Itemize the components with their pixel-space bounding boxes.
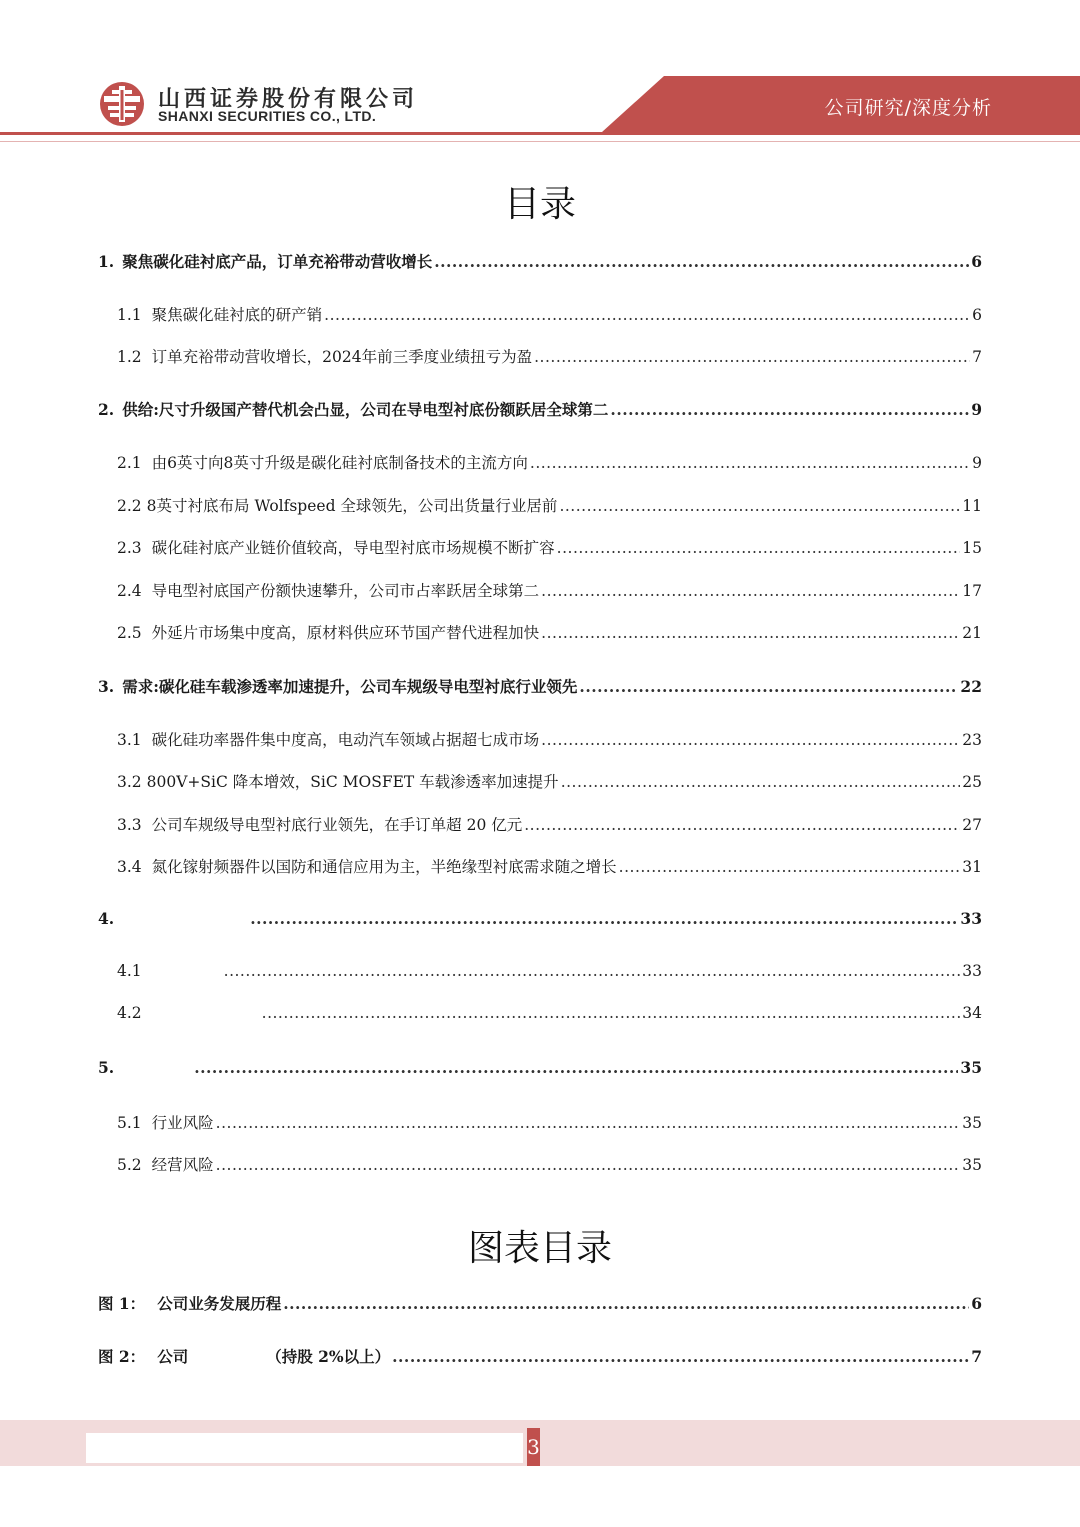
toc-entry-1-2[interactable] xyxy=(117,345,982,367)
toc-entry-2-4[interactable] xyxy=(117,579,982,601)
footer-blank-panel xyxy=(86,1433,523,1463)
toc-entry-number: 1. xyxy=(98,252,115,271)
figure-entry-text: 公司 xyxy=(157,1347,189,1366)
toc-entry-page: 34 xyxy=(962,1004,982,1022)
toc-entry-page: 7 xyxy=(972,348,982,366)
toc-leader-dots xyxy=(534,348,970,366)
company-logo-icon xyxy=(96,80,148,128)
toc-entry-number: 2.2 xyxy=(117,497,142,515)
toc-leader-dots xyxy=(392,1347,969,1366)
toc-leader-dots xyxy=(541,624,960,642)
toc-entry-text: 供给:尺寸升级国产替代机会凸显，公司在导电型衬底份额跃居全球第二 xyxy=(122,400,609,419)
toc-entry-page: 33 xyxy=(962,962,982,980)
toc-entry-number: 5.2 xyxy=(117,1156,142,1174)
toc-entry-number: 5. xyxy=(98,1058,115,1077)
toc-entry-page: 22 xyxy=(960,677,982,696)
toc-entry-number: 2. xyxy=(98,400,115,419)
toc-entry-3-3[interactable] xyxy=(117,813,982,835)
toc-leader-dots xyxy=(541,582,960,600)
toc-entry-4-2[interactable] xyxy=(117,1004,982,1022)
toc-entry-text: 聚焦碳化硅衬底产品，订单充裕带动营收增长 xyxy=(122,252,433,271)
toc-entry-5-2[interactable] xyxy=(117,1153,982,1175)
figure-label: 图 2： xyxy=(98,1347,146,1366)
toc-leader-dots xyxy=(194,1058,958,1077)
toc-entry-5-1[interactable] xyxy=(117,1111,982,1133)
toc-entry-page: 6 xyxy=(971,252,982,271)
toc-entry-text: 由6英寸向8英寸升级是碳化硅衬底制备技术的主流方向 xyxy=(151,454,528,472)
toc-entry-text: 氮化镓射频器件以国防和通信应用为主，半绝缘型衬底需求随之增长 xyxy=(151,858,617,876)
toc-entry-page: 9 xyxy=(971,400,982,419)
toc-entry-text: 需求:碳化硅车载渗透率加速提升，公司车规级导电型衬底行业领先 xyxy=(122,677,578,696)
toc-entry-text: 行业风险 xyxy=(151,1114,214,1132)
toc-entry-3-4[interactable] xyxy=(117,855,982,877)
toc-entry-number: 4.2 xyxy=(117,1004,142,1022)
toc-entry-page: 11 xyxy=(962,497,982,515)
toc-entry-text: 800V+SiC 降本增效，SiC MOSFET 车载渗透率加速提升 xyxy=(146,773,559,791)
toc-entry-page: 35 xyxy=(962,1114,982,1132)
toc-entry-3-2[interactable] xyxy=(117,770,982,792)
toc-entry-text: 公司车规级导电型衬底行业领先，在手订单超 20 亿元 xyxy=(151,816,523,834)
toc-entry-page: 35 xyxy=(962,1156,982,1174)
toc-entry-number: 5.1 xyxy=(117,1114,142,1132)
toc-entry-2-5[interactable] xyxy=(117,621,982,643)
toc-leader-dots xyxy=(610,400,969,419)
toc-entry-4-1[interactable] xyxy=(117,962,982,980)
toc-entry-number: 2.4 xyxy=(117,582,142,600)
toc-entry-number: 2.1 xyxy=(117,454,142,472)
figure-list-title: 图表目录 xyxy=(467,1228,612,1269)
toc-entry-number: 1.2 xyxy=(117,348,142,366)
figure-entry-text: 公司业务发展历程 xyxy=(157,1294,282,1313)
figure-entry-2[interactable] xyxy=(98,1345,982,1367)
toc-leader-dots xyxy=(541,731,960,749)
header-divider xyxy=(0,132,1080,135)
toc-entry-page: 17 xyxy=(962,582,982,600)
toc-entry-5[interactable] xyxy=(98,1058,982,1077)
toc-leader-dots xyxy=(579,677,958,696)
toc-leader-dots xyxy=(524,816,960,834)
figure-entry-text-suffix: （持股 2%以上） xyxy=(266,1347,391,1366)
toc-entry-3-1[interactable] xyxy=(117,728,982,750)
toc-entry-2-3[interactable] xyxy=(117,536,982,558)
toc-entry-number: 3.4 xyxy=(117,858,142,876)
toc-title: 目录 xyxy=(503,184,576,225)
toc-entry-page: 21 xyxy=(962,624,982,642)
toc-entry-page: 25 xyxy=(962,773,982,791)
header-divider-thin xyxy=(0,141,1080,142)
toc-leader-dots xyxy=(250,909,958,928)
toc-entry-number: 3. xyxy=(98,677,115,696)
toc-entry-text: 外延片市场集中度高，原材料供应环节国产替代进程加快 xyxy=(151,624,540,642)
toc-entry-text: 聚焦碳化硅衬底的研产销 xyxy=(151,306,323,324)
toc-entry-number: 3.1 xyxy=(117,731,142,749)
toc-entry-number: 2.3 xyxy=(117,539,142,557)
toc-entry-page: 23 xyxy=(962,731,982,749)
figure-entry-1[interactable] xyxy=(98,1292,982,1314)
toc-entry-text: 经营风险 xyxy=(151,1156,214,1174)
toc-entry-page: 9 xyxy=(972,454,982,472)
toc-leader-dots xyxy=(224,962,961,980)
toc-leader-dots xyxy=(530,454,970,472)
toc-entry-page: 33 xyxy=(960,909,982,928)
toc-entry-page: 35 xyxy=(960,1058,982,1077)
toc-entry-page: 31 xyxy=(962,858,982,876)
toc-entry-page: 15 xyxy=(962,539,982,557)
toc-leader-dots xyxy=(324,306,970,324)
toc-entry-text: 订单充裕带动营收增长，2024年前三季度业绩扭亏为盈 xyxy=(151,348,533,366)
toc-entry-2-2[interactable] xyxy=(117,494,982,516)
toc-leader-dots xyxy=(559,497,960,515)
toc-entry-number: 2.5 xyxy=(117,624,142,642)
toc-entry-text: 碳化硅功率器件集中度高，电动汽车领域占据超七成市场 xyxy=(151,731,540,749)
toc-entry-2[interactable] xyxy=(98,398,982,420)
toc-entry-number: 4.1 xyxy=(117,962,142,980)
report-category: 公司研究/深度分析 xyxy=(824,97,992,119)
figure-label: 图 1： xyxy=(98,1294,146,1313)
toc-entry-3[interactable] xyxy=(98,675,982,697)
toc-leader-dots xyxy=(561,773,961,791)
toc-entry-text: 导电型衬底国产份额快速攀升，公司市占率跃居全球第二 xyxy=(151,582,540,600)
company-name-en: SHANXI SECURITIES CO., LTD. xyxy=(158,108,377,124)
toc-entry-1[interactable] xyxy=(98,250,982,272)
page-header xyxy=(0,0,1080,150)
toc-entry-number: 3.2 xyxy=(117,773,142,791)
toc-leader-dots xyxy=(434,252,969,271)
toc-entry-number: 4. xyxy=(98,909,115,928)
toc-leader-dots xyxy=(557,539,961,557)
page-number: 3 xyxy=(527,1428,540,1466)
toc-entry-number: 1.1 xyxy=(117,306,142,324)
toc-leader-dots xyxy=(262,1004,961,1022)
toc-leader-dots xyxy=(216,1114,961,1132)
toc-entry-text: 碳化硅衬底产业链价值较高，导电型衬底市场规模不断扩容 xyxy=(151,539,555,557)
toc-entry-1-1[interactable] xyxy=(117,303,982,325)
toc-entry-text: 8英寸衬底布局 Wolfspeed 全球领先，公司出货量行业居前 xyxy=(146,497,558,515)
toc-leader-dots xyxy=(283,1294,969,1313)
figure-entry-page: 6 xyxy=(971,1294,982,1313)
toc-entry-page: 6 xyxy=(972,306,982,324)
company-name-cn: 山西证券股份有限公司 xyxy=(158,87,419,112)
toc-entry-number: 3.3 xyxy=(117,816,142,834)
figure-entry-page: 7 xyxy=(971,1347,982,1366)
toc-entry-page: 27 xyxy=(962,816,982,834)
toc-leader-dots xyxy=(216,1156,961,1174)
toc-entry-2-1[interactable] xyxy=(117,451,982,473)
toc-leader-dots xyxy=(619,858,961,876)
toc-entry-4[interactable] xyxy=(98,909,982,928)
